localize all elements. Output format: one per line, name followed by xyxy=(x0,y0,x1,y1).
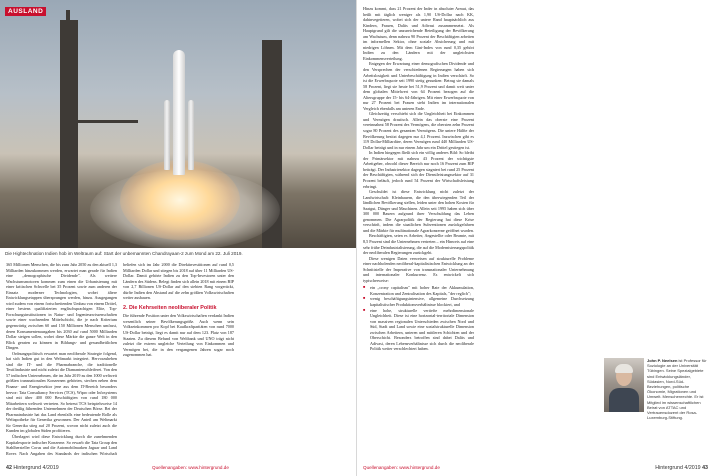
author-description: ist Professor für Soziologie an der Universität Tübingen. Seine Spezialgebiete sind Entwicklungsländer, Südasien, Nord-Süd-Beziehungen, politische Ökonomie, Migrationen und Umwelt. Menschenrechte. Er ist Mitglied im wissenschaftlichen Beirat von ATTAC und Vertrauensdozent der Rosa-Luxemburg-Stiftung. xyxy=(647,358,707,421)
right-footer-sources xyxy=(363,465,440,471)
article-paragraph: Überlagert wird diese Entwicklung durch die zunehmenden Kapitalexporte indischer Konzerne. So erwarb die Tata Group den Stahlhersteller Corus und die Automobilmarken Jaguar und Land Rover. Nach Angaben des Standards der indischen Wirtschaft beliefen sich im Jahr 2000 die Direktinvestitionen auf rund 0,5 Milliarden Dollar und stiegen bis 2018 auf über 11 Milliarden US-Dollar. Damit gehörte Indien zu den Top-Investoren unter den Ländern des Südens. Belegt finden sich allein 2018 mit einem BIP von 2,7 Billionen US-Dollar auf den siebten Rang vorgerückt, dürfte Indien den Abstand auf die zehn größten Volkswirtschaften weiter ausbauen. xyxy=(6,262,234,456)
left-footer-sources xyxy=(152,465,229,471)
sources-link[interactable]: Quellenangaben: www.hintergrund.de xyxy=(152,465,229,470)
article-paragraph: Die führende Position unter den Volkswirtschaften verdankt Indien wesentlich seiner Bevölkerungsgröße. Auch wenn sein Volkseinkommen pro Kopf bei Kaufkraftparitäten von rund 7000 US-Dollar beträgt, liegt es damit nur auf dem 123. Platz von 187 Staaten. Zu diesem Befund von Weltbank und UNO trägt nicht zuletzt die extrem ungleiche Verteilung von Einkommen und Vermögen bei, die in den vergangenen Jahren sogar noch zugenommen hat. xyxy=(123,313,234,358)
author-bio xyxy=(647,358,708,420)
page-number: 43 xyxy=(702,465,708,471)
section-tag: AUSLAND xyxy=(5,7,46,16)
tower-arm xyxy=(78,120,138,123)
section-heading: 2. Die Kehrseiten neoliberaler Politik xyxy=(123,304,217,311)
bullet-item: ■ wenig beschäftigungsintensive, allgemeine Durchsetzung kapitalistischer Produktionsverhältnisse blockiert, und xyxy=(368,296,474,307)
article-paragraph: 365 Millionen Menschen, die bis zum Jahr 2050 zu den aktuell 1,3 Milliarden hinzukommen werden, erwartet man gerade für Indien eine „demographische Dividende". Als weitere Wachstumsmotoren kommen zum einen die Urbanisierung mit einer kritischen Schwelle bei 35 Prozent sowie zum anderen der Einsatz moderner Technologien, wobei ältere Entwicklungsetappen übersprungen werden, hinzu. Ausgegangen wird zudem von einem fortschreitenden Umbau von einem Drittel, einer bestens qualifizierten englischsprachigen Elite, Top-Forschungsinstitutionen in Natur- und Ingenieurwissenschaften sowie einer wachsenden Mittelschicht, die je nach Kriterium gegenwärtig zwischen 60 und 150 Millionen Menschen umfasst, deren Konsumentenausgaben bis 2030 auf rund 5000 Milliarden Dollar steigen sollen, wobei diese Märkte die ganze Welt in den Blick geraten zu können in Bildungs- und gesundheitlichen Dingen. xyxy=(6,262,117,351)
page-number: 42 xyxy=(6,465,12,471)
photo-caption: Die Hightechnation Indien hob im Weltraum auf: Start der unbemannten Chandrayaan-2 zum Mond am 22. Juli 2019. xyxy=(5,251,243,256)
article-paragraph: Gleichzeitig verschiebt sich die Ungleichheit bei Einkommen und Vermögen drastisch. Allein das oberste eine Prozent vereinnahmt 58 Prozent des Vermögens, die obersten zehn Prozent sogar 80 Prozent des gesamten Vermögens. Die untere Hälfte der Bevölkerung besitzt dagegen nur 4,1 Prozent. Inzwischen gibt es 119 Dollar-Milliardäre, deren Vermögen rund 440 Milliarden US-Dollar beträgt und in nur einem Jahr um ein Drittel gestiegen ist. xyxy=(363,111,474,150)
rocket-launch-photo xyxy=(0,0,357,248)
article-paragraph: Ordnungspolitisch erwartet man neoliberale Strategie folgend, hat sich Indien gut in den Weltmarkt integriert. Hervorzuheben sind die IT- und die Pharmabranche, die traditionelle Textilindustrie und nicht zuletzt die Diamantenschleiferei. Von den 57 indischen Unternehmen, die im Jahr 2019 zu den 1000 weltweit größten transnationalen Konzernen gehörten, stechen neben dem Finanz- und Energiesektor jene aus dem IT-Bereich besonders hervor: Tata Consultancy Services (TCS), Wipro oder Infosystems sind mit über 400 000 Beschäftigten von rund 180 000 Mitarbeitern weltweit vertreten. So betreut TCS beispielsweise 14 der dreißig führenden Unternehmen der Deutschen Börse. Bei der Pharmaindustrie hat das Land ebenfalls eine bedeutende Rolle als Weltapotheke für Generika gewonnen. Der Anteil am Weltmarkt für Generika stieg auf 20 Prozent, wovon nicht zuletzt auch die Kunden im globalen Süden profitieren. xyxy=(6,350,117,434)
rocket-booster-left xyxy=(164,100,170,170)
bullet-list xyxy=(363,285,474,352)
article-paragraph: Hinzu kommt, dass 21 Prozent der Inder in absoluter Armut, das heißt mit täglich weniger als 1,90 US-Dollar nach KK, dahinvegetieren, wobei sich der untere Rand hauptsächlich aus Kindern, Frauen, Dalits und Adivasi zusammensetzt. Als Hauptgrund gilt die unzureichende Beteiligung der Bevölkerung am Wachstum, denn nahezu 90 Prozent der Beschäftigten arbeiten im informellen Sektor, ohne soziale Absicherung und mit niedrigen Löhnen. Mit dem Gini-Index von rund 0,35 gehört Indien zu den Ländern mit der ungleichsten Einkommensverteilung. xyxy=(363,6,474,61)
tower-antenna xyxy=(66,10,70,22)
article-paragraph: Geschuldet ist diese Entwicklung nicht zuletzt der Landwirtschaft: Kleinbauern, die den überwiegenden Teil der ländlichen Bevölkerung stellen, leiden unter den hohen Kosten für Saatgut, Dünger und Maschinen. Allein seit 1995 haben sich über 300 000 Bauern aufgrund ihrer Verschuldung das Leben genommen. Die Agrarpolitik der Regierung hat diese Krise verschärft, indem die staatlichen Subventionen zurückgefahren und die Märkte für multinationale Agrarkonzerne geöffnet wurden. xyxy=(363,189,474,233)
left-footer xyxy=(6,465,59,471)
left-article-columns xyxy=(6,262,351,458)
launch-tower-left xyxy=(60,20,78,248)
article-paragraph: Beschäftigten, seien es Arbeiter, Angestellte oder Beamte, mit 8,5 Prozent sind die Unternehmen vertreten – ein Hinweis auf eine sehr frühe Deindustrialisierung, die auf die Modernisierungspolitik der neoliberalen Regierungen zurückgeht. xyxy=(363,233,474,256)
bullet-item: ■ eine hohe, strukturelle vertiefte mehrdimensionale Ungleichheit. Diese ist eine horizontal-territoriale Dimension von massiven regionalen Unterschieden zwischen Nord und Süd, Stadt und Land sowie eine sozialstrukturelle Dimension zwischen Arbeitern, unteren und mittleren Schichten und der Oberschicht. Besonders betroffen sind dabei Dalits und Adivasi, deren Lebensverhältnisse sich durch die neoliberale Politik weiter verschlechtert haben. xyxy=(368,308,474,352)
rocket-booster-right xyxy=(188,100,194,170)
article-paragraph: Diese wenigen Daten verweisen auf strukturelle Probleme einer nachholenden neoliberal-kapitalistischen Entwicklung an der Schnittstelle der Imperative von transnationaler Unternehmung und internationaler Konkurrenz. Es entwickelt sich typischerweise: xyxy=(363,255,474,283)
author-box xyxy=(604,358,708,458)
issue-label: Hintergrund 4/2019 xyxy=(13,465,59,471)
article-paragraph: Entgegen der Erwartung einer demografischen Dividende und den Versprechen der verschiedenen Regierungen haben sich Arbeitslosigkeit und Unterbeschäftigung in Indien verschärft. So ist die Erwerbsquote seit 1990 stetig gesunken: Betrug sie damals 58 Prozent, liegt sie heute bei 51,9 Prozent und damit weit unter dem globalen Mittelwert von 64 Prozent bezogen auf die Altersgruppe der 15- bis 64-Jährigen. Mit einer Erwerbsquote von nur 27 Prozent bei Frauen steht Indien im internationalen Vergleich ebenfalls am unteren Ende. xyxy=(363,61,474,111)
portrait-body xyxy=(609,388,639,412)
sources-link[interactable]: Quellenangaben: www.hintergrund.de xyxy=(363,465,440,470)
article-paragraph: In Indien hingegen fließt sich ein völlig anderes Bild: So bleibt der Primärsektor mit nahezu 43 Prozent der wichtigste Arbeitgeber, obwohl dieser Bereich nur noch 16 Prozent zum BIP beiträgt. Der Industriesektor dagegen stagniert bei rund 25 Prozent der Beschäftigten, während sich der Dienstleistungssektor auf 31 Prozent beläuft, jedoch rund 54 Prozent der Wirtschaftsleistung erbringt. xyxy=(363,150,474,189)
issue-label: Hintergrund 4/2019 xyxy=(655,465,701,471)
rocket xyxy=(173,50,185,175)
portrait-hair xyxy=(615,364,633,373)
right-page xyxy=(357,0,714,476)
author-name: John P. Neelsen xyxy=(647,358,678,363)
bullet-item: ■ ein „crony capitalism" mit hoher Rate der Akkumulation, Konzentration und Zentralisation des Kapitals, "der reglich"; xyxy=(368,285,474,296)
right-footer xyxy=(655,465,708,471)
author-portrait xyxy=(604,358,644,412)
